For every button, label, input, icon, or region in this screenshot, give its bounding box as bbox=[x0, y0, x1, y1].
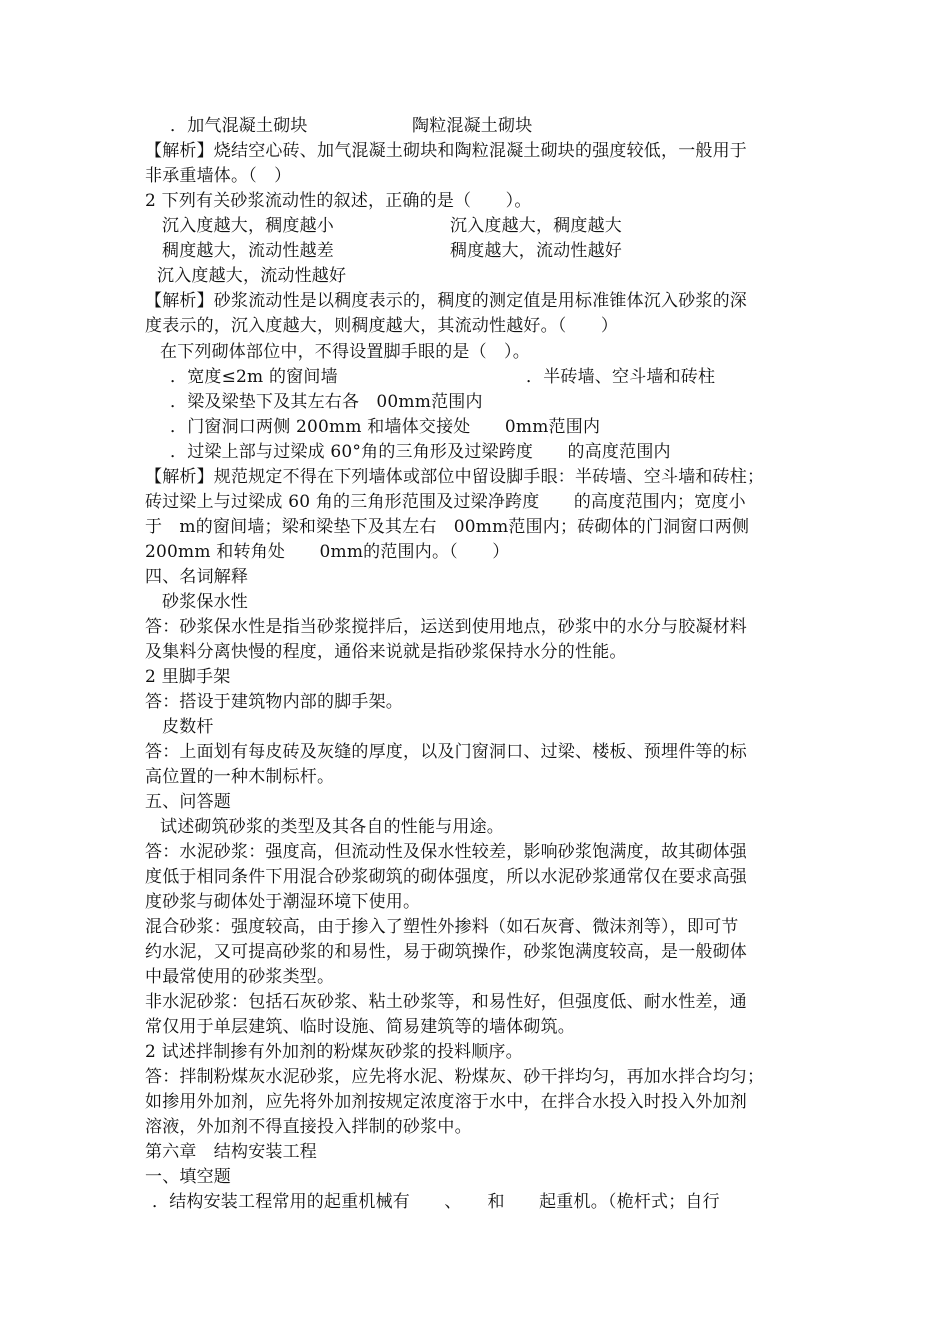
analysis-line: 度表示的，沉入度越大，则稠度越大，其流动性越好。（ ） bbox=[145, 316, 619, 336]
question-line: ．结构安装工程常用的起重机械有 、 和 起重机。（桅杆式；自行 bbox=[152, 1192, 720, 1212]
option-d: ．门窗洞口两侧 200mm 和墙体交接处 0mm范围内 bbox=[170, 417, 601, 437]
analysis-line: 【解析】烧结空心砖、加气混凝土砌块和陶粒混凝土砌块的强度较低，一般用于 bbox=[145, 141, 747, 161]
term-title: 皮数杆 bbox=[162, 717, 214, 737]
option-c: 稠度越大，流动性越差 bbox=[162, 241, 334, 261]
option-row bbox=[162, 239, 832, 264]
term-title: 2 里脚手架 bbox=[145, 667, 231, 687]
answer-line: 混合砂浆：强度较高，由于掺入了塑性外掺料（如石灰膏、微沫剂等），即可节 bbox=[145, 917, 739, 937]
answer-line: 高位置的一种木制标杆。 bbox=[145, 767, 335, 787]
option-row bbox=[170, 365, 840, 390]
option-a: 沉入度越大，稠度越小 bbox=[162, 216, 334, 236]
answer-line: 答：水泥砂浆：强度高，但流动性及保水性较差，影响砂浆饱满度，故其砌体强 bbox=[145, 842, 747, 862]
answer-line: 答：搭设于建筑物内部的脚手架。 bbox=[145, 692, 403, 712]
answer-line: 约水泥，又可提高砂浆的和易性，易于砌筑操作，砂浆饱满度较高，是一般砌体 bbox=[145, 942, 747, 962]
section-heading: 一、填空题 bbox=[145, 1167, 231, 1187]
option-e: ．过梁上部与过梁成 60°角的三角形及过梁跨度 的高度范围内 bbox=[170, 442, 671, 462]
answer-line: 中最常使用的砂浆类型。 bbox=[145, 967, 335, 987]
chapter-heading: 第六章 结构安装工程 bbox=[145, 1142, 317, 1162]
option-d: 稠度越大，流动性越好 bbox=[450, 241, 622, 261]
section-heading: 五、问答题 bbox=[145, 792, 231, 812]
option-row bbox=[162, 214, 832, 239]
answer-line: 及集料分离快慢的程度，通俗来说就是指砂浆保持水分的性能。 bbox=[145, 642, 627, 662]
answer-line: 常仅用于单层建筑、临时设施、简易建筑等的墙体砌筑。 bbox=[145, 1017, 575, 1037]
answer-line: 度砂浆与砌体处于潮湿环境下使用。 bbox=[145, 892, 421, 912]
question-line: 在下列砌体部位中，不得设置脚手眼的是（ ）。 bbox=[160, 342, 530, 362]
answer-line: 答：上面划有每皮砖及灰缝的厚度，以及门窗洞口、过梁、楼板、预埋件等的标 bbox=[145, 742, 747, 762]
analysis-line: 200mm 和转角处 0mm的范围内。（ ） bbox=[145, 542, 510, 562]
option-b: ．半砖墙、空斗墙和砖柱 bbox=[526, 367, 716, 387]
analysis-line: 非承重墙体。（ ） bbox=[145, 166, 292, 186]
analysis-line: 砖过梁上与过梁成 60 角的三角形范围及过梁净跨度 的高度范围内；宽度小 bbox=[145, 492, 746, 512]
answer-line: 如掺用外加剂，应先将外加剂按规定浓度溶于水中，在拌合水投入时投入外加剂 bbox=[145, 1092, 747, 1112]
option-c: ．加气混凝土砌块 bbox=[170, 116, 308, 136]
option-a: ．宽度≤2m 的窗间墙 bbox=[170, 367, 338, 387]
answer-line: 非水泥砂浆：包括石灰砂浆、粘土砂浆等，和易性好，但强度低、耐水性差，通 bbox=[145, 992, 747, 1012]
answer-line: 溶液，外加剂不得直接投入拌制的砂浆中。 bbox=[145, 1117, 472, 1137]
analysis-line: 【解析】规范规定不得在下列墙体或部位中留设脚手眼：半砖墙、空斗墙和砖柱； bbox=[145, 467, 765, 487]
option-b: 沉入度越大，稠度越大 bbox=[450, 216, 622, 236]
option-d: 陶粒混凝土砌块 bbox=[412, 116, 533, 136]
question-line: 试述砌筑砂浆的类型及其各自的性能与用途。 bbox=[160, 817, 504, 837]
option-e: 沉入度越大，流动性越好 bbox=[157, 266, 347, 286]
answer-line: 度低于相同条件下用混合砂浆砌筑的砌体强度，所以水泥砂浆通常仅在要求高强 bbox=[145, 867, 747, 887]
analysis-line: 于 m的窗间墙；梁和梁垫下及其左右 00mm范围内；砖砌体的门洞窗口两侧 bbox=[145, 517, 750, 537]
question-line: 2 试述拌制掺有外加剂的粉煤灰砂浆的投料顺序。 bbox=[145, 1042, 523, 1062]
analysis-line: 【解析】砂浆流动性是以稠度表示的，稠度的测定值是用标准锥体沉入砂浆的深 bbox=[145, 291, 747, 311]
answer-line: 答：砂浆保水性是指当砂浆搅拌后，运送到使用地点，砂浆中的水分与胶凝材料 bbox=[145, 617, 747, 637]
answer-line: 答：拌制粉煤灰水泥砂浆，应先将水泥、粉煤灰、砂干拌均匀，再加水拌合均匀； bbox=[145, 1067, 765, 1087]
option-c: ．梁及梁垫下及其左右各 00mm范围内 bbox=[170, 392, 483, 412]
term-title: 砂浆保水性 bbox=[162, 592, 248, 612]
option-row bbox=[170, 114, 840, 139]
question-line: 2 下列有关砂浆流动性的叙述，正确的是（ ）。 bbox=[145, 191, 532, 211]
section-heading: 四、名词解释 bbox=[145, 567, 249, 587]
